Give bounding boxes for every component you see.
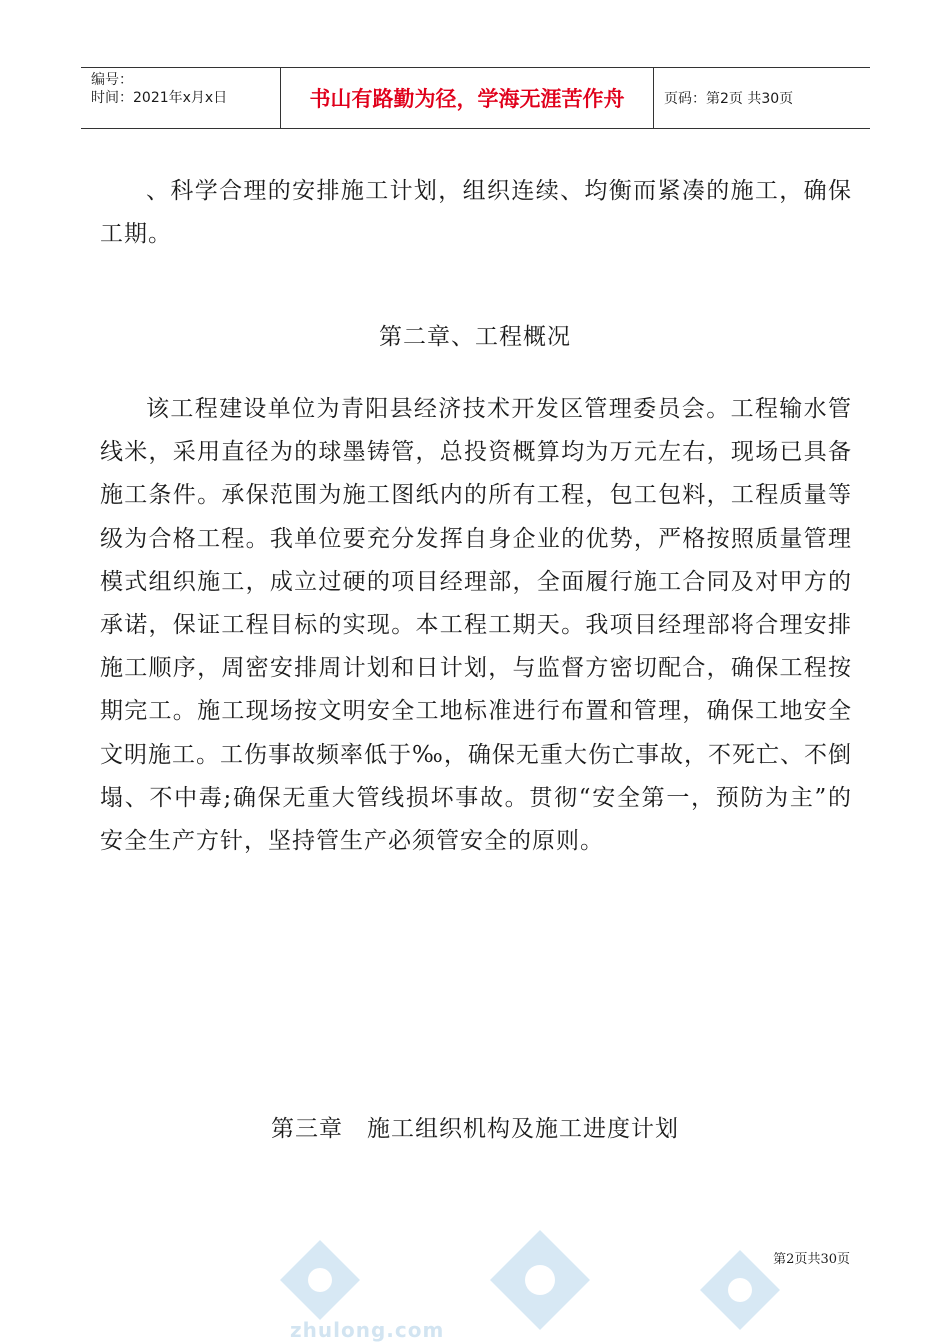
page-header (81, 67, 870, 129)
header-page-info: 页码：第2页 共30页 (664, 91, 794, 107)
page-footer: 第2页共30页 (773, 1252, 850, 1267)
header-time-label: 时间：2021年x月x日 (91, 90, 228, 106)
project-overview-paragraph: 该工程建设单位为青阳县经济技术开发区管理委员会。工程输水管线米，采用直径为的球墨铸管，总投资概算均为万元左右，现场已具备施工条件。承保范围为施工图纸内的所有工程，包工包料，工程质量等级为合格工程。我单位要充分发挥自身企业的优势，严格按照质量管理模式组织施工，成立过硬的项目经理部，全面履行施工合同及对甲方的承诺，保证工程目标的实现。本工程工期天。我项目经理部将合理安排施工顺序，周密安排周计划和日计划，与监督方密切配合，确保工程按期完工。施工现场按文明安全工地标准进行布置和管理，确保工地安全文明施工。工伤事故频率低于‰，确保无重大伤亡事故，不死亡、不倒塌、不中毒;确保无重大管线损坏事故。贯彻“安全第一，预防为主”的安全生产方针，坚持管生产必须管安全的原则。 (100, 396, 852, 855)
chapter-2-title: 第二章、工程概况 (379, 324, 571, 350)
header-meta (81, 68, 281, 128)
watermark-text: zhulong.com (290, 1318, 445, 1342)
header-motto: 书山有路勤为径，学海无涯苦作舟 (281, 68, 654, 128)
chapter-3-title: 第三章 施工组织机构及施工进度计划 (271, 1116, 679, 1142)
header-code-label: 编号： (91, 72, 133, 88)
paragraph-continuation: 、科学合理的安排施工计划，组织连续、均衡而紧凑的施工，确保工期。 (100, 178, 852, 248)
